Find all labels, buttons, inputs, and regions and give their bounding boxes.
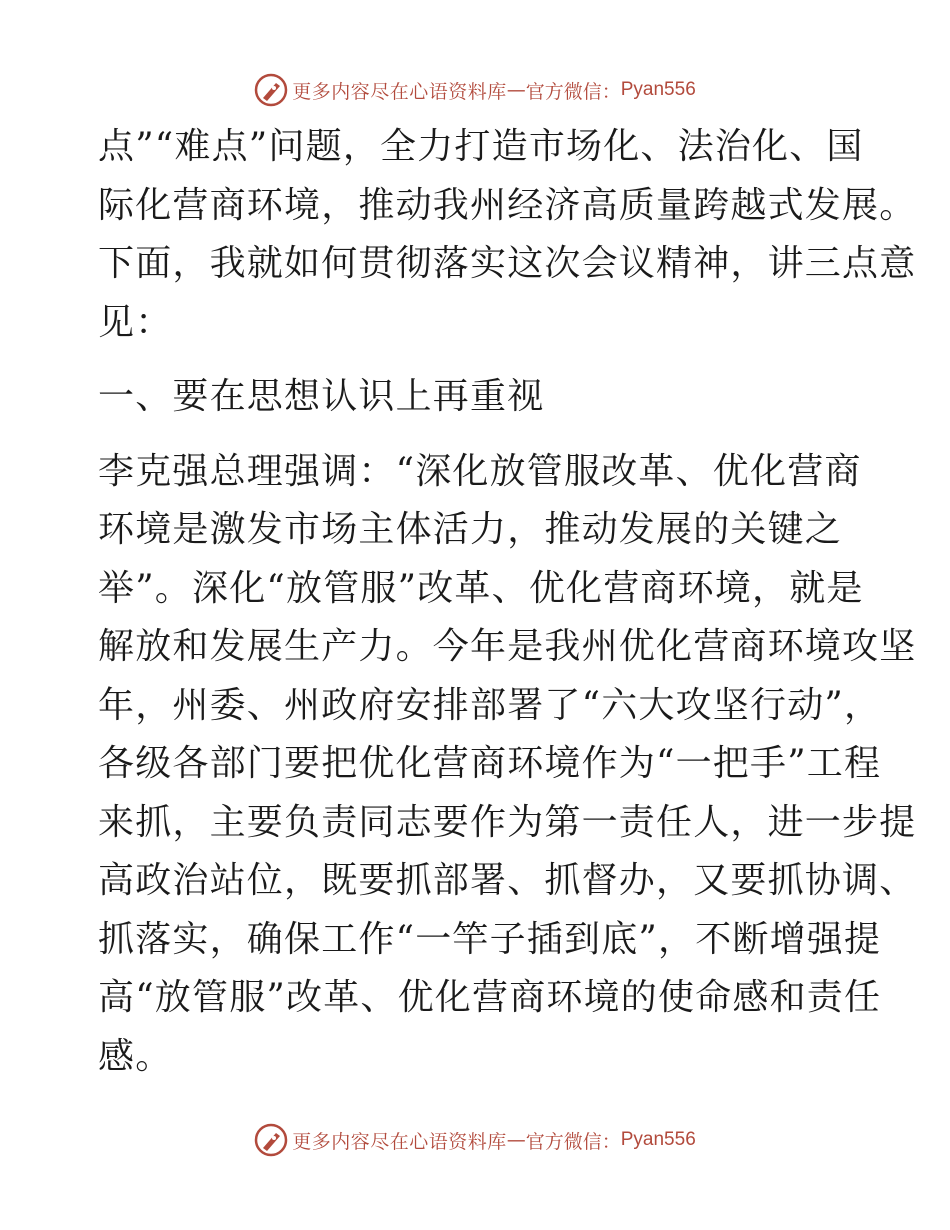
text-line: 年，州委、州政府安排部署了“六大攻坚行动”， <box>98 684 882 726</box>
watermark-dash: — <box>506 1129 526 1151</box>
watermark-site-text: 更多内容尽在心语资料库 <box>292 1130 507 1153</box>
header-watermark <box>0 70 950 110</box>
document-body <box>98 118 917 1086</box>
text-line: 李克强总理强调：“深化放管服改革、优化营商 <box>98 450 862 492</box>
paragraph-1 <box>98 443 917 1087</box>
pen-logo-icon <box>254 1123 288 1157</box>
section-heading: 一、要在思想认识上再重视 <box>98 376 545 417</box>
watermark-site-text: 更多内容尽在心语资料库 <box>292 80 507 103</box>
footer-watermark <box>0 1120 950 1160</box>
text-line: 解放和发展生产力。今年是我州优化营商环境攻坚 <box>98 626 917 667</box>
text-line: 举”。深化“放管服”改革、优化营商环境，就是 <box>98 567 864 609</box>
text-line: 点”“难点”问题，全力打造市场化、法治化、国 <box>98 126 864 167</box>
text-line: 环境是激发市场主体活力，推动发展的关键之 <box>98 509 843 550</box>
text-line: 抓落实，确保工作“一竿子插到底”，不断增强提 <box>98 918 882 960</box>
text-line: 感。 <box>98 1035 173 1077</box>
watermark-wechat-label: 官方微信： <box>525 80 621 103</box>
watermark-dash: — <box>506 79 526 101</box>
watermark-wechat-label: 官方微信： <box>525 1130 621 1153</box>
text-line: 各级各部门要把优化营商环境作为“一把手”工程 <box>98 743 882 784</box>
text-line: 见： <box>98 301 173 343</box>
text-line: 来抓，主要负责同志要作为第一责任人，进一步提 <box>98 801 917 843</box>
text-line: 际化营商环境，推动我州经济高质量跨越式发展。 <box>98 184 917 226</box>
text-line: 高“放管服”改革、优化营商环境的使命感和责任 <box>98 977 882 1018</box>
watermark-wechat-id: Pyan556 <box>620 79 696 100</box>
text-line: 高政治站位，既要抓部署、抓督办，又要抓协调、 <box>98 860 917 901</box>
pen-logo-icon <box>254 73 288 107</box>
text-line: 下面，我就如何贯彻落实这次会议精神，讲三点意 <box>98 243 917 284</box>
watermark-wechat-id: Pyan556 <box>620 1129 696 1150</box>
paragraph-intro <box>98 118 917 352</box>
